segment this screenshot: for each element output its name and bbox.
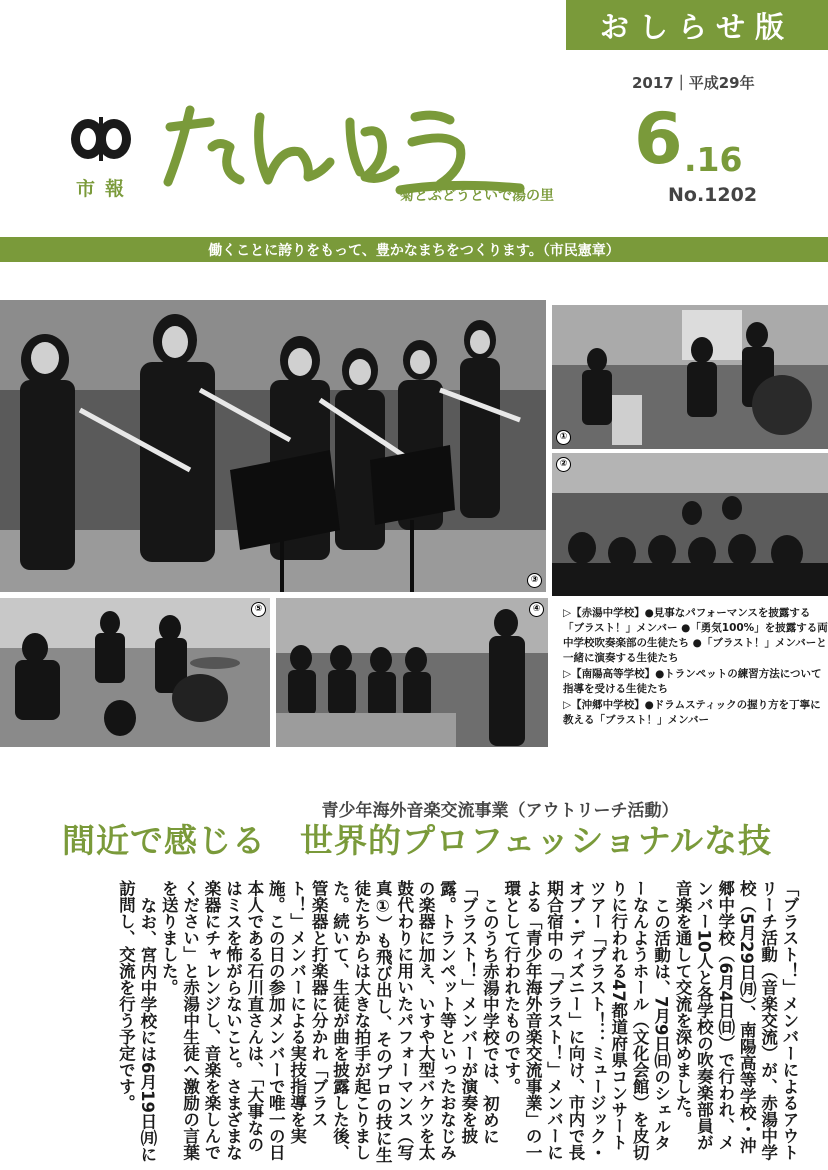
caption-nanyo-high: ▷【南陽高等学校】●トランペットの練習方法について指導を受ける生徒たち — [563, 668, 822, 695]
city-label: 市報 — [76, 178, 135, 200]
article-subhead: 青少年海外音楽交流事業（アウトリーチ活動） — [321, 801, 679, 821]
photo-performance-drums — [552, 305, 828, 449]
caption-akayu: ▷【赤湯中学校】●見事なパフォーマンスを披露する「ブラスト！」メンバー ●「勇気100%」を披露する両中学校吹奏楽部の生徒たち ●「ブラスト！」メンバーと一緒に演奏する生徒たち — [563, 607, 828, 664]
photo-trumpet-lesson — [276, 598, 548, 747]
article-paragraph: この活動は、7月9日㈰のシェルターなんようホール（文化会館）を皮切りに行われる47都道府県コンサートツアー「ブラスト！：ミュージック・オブ・ディズニー」に向け、市内で長期合宿中の「ブラスト！」メンバーによる「青少年海外音楽交流事業」の一環として行われたものです。 — [501, 880, 671, 1161]
issue-year: 2017｜平成29年 — [632, 74, 755, 92]
photo-captions — [563, 606, 828, 729]
article-body — [48, 880, 800, 1165]
issue-number: No.1202 — [668, 184, 758, 206]
photo-number-4: ④ — [529, 602, 544, 617]
article-paragraph: 「ブラスト！」メンバーによるアウトリーチ活動（音楽交流）が、赤湯中学校（5月29日㈪）、南陽高等学校・沖郷中学校（6月4日㈰）で行われ、メンバー10人と各学校の吹奏楽部員が音楽を通して交流を深めました。 — [672, 880, 799, 1161]
photo-number-5: ⑤ — [251, 602, 266, 617]
article-paragraph: なお、宮内中学校には6月19日㈪に訪問し、交流を行う予定です。 — [116, 880, 157, 1162]
masthead-subtitle: 菊とぶどうといで湯の里 — [400, 188, 554, 204]
photo-performance-main — [0, 300, 546, 592]
photo-number-3: ③ — [527, 573, 542, 588]
city-emblem-icon — [68, 115, 134, 163]
photo-audience — [552, 453, 828, 596]
photo-number-2: ② — [556, 457, 571, 472]
issue-month: 6 — [634, 98, 683, 180]
issue-day: .16 — [684, 140, 743, 179]
motto-banner: 働くことに誇りをもって、豊かなまちをつくります。（市民憲章） — [0, 237, 828, 262]
article-paragraph: このうち赤湯中学校では、初めに「ブラスト！」メンバーが演奏を披露。トランペット等といったおなじみの楽器に加え、いすや大型バケツを太鼓代わりに用いたパフォーマンス（写真①）も飛び出し、そのプロの技に生徒たちからは大きな拍手が起こりました。続いて、生徒が曲を披露した後、管楽器と打楽器に分かれ「ブラスト！」メンバーによる実技指導を実施。この日の参加メンバーで唯一の日本人である石川直さんは、「大事なのはミスを怖がらないこと。さまざまな楽器にチャレンジし、音楽を楽しんでください」と赤湯中生徒へ激励の言葉を送りました。 — [159, 880, 500, 1163]
photo-number-1: ① — [556, 430, 571, 445]
edition-label: おしらせ版 — [566, 0, 828, 50]
photo-drum-lesson — [0, 598, 270, 747]
caption-okigo: ▷【沖郷中学校】●ドラムスティックの握り方を丁寧に教える「ブラスト！」メンバー — [563, 699, 821, 726]
article-headline: 間近で感じる 世界的プロフェッショナルな技 — [62, 821, 773, 860]
